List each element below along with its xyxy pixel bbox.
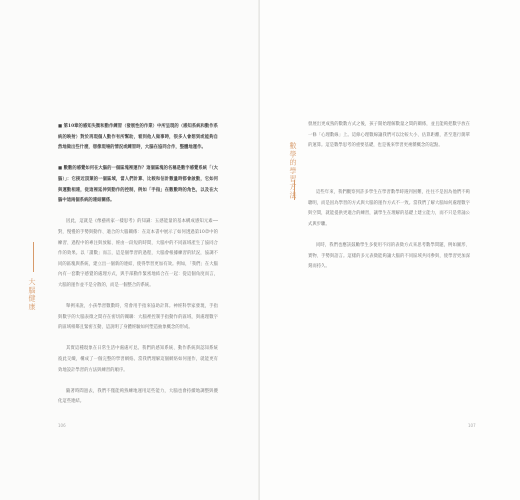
left-body-text (58, 122, 218, 419)
paragraph: 隨著時間過去，我們不僅能夠熟練地運用這些能力，大腦也會持續地調整與優化這些連結。 (58, 388, 218, 405)
paragraph: 因此，這就是《像藝術家一樣思考》的知識：五感能量的基本構成感知元素──對，慢慢的手勢與動作、適合的大腦關係：在這本書中展示了如何透過第10章中的練習、過程中的專注與放鬆、經由一段短的時間，大腦中的不同區域產生了協同合作的效果。以「讀數」而言，這是個學習的過程，大腦會根據練習的狀況，協調不同的區塊與系統，建立出一個新的連結，使得學習更加有效。例如，「我們」在大腦內有一套數字感覺的處理方式，與手部動作緊密地結合在一起：從這個角度而言，大腦的運作並不是分散的，而是一個整合的系統。 (58, 219, 218, 288)
paragraph: 舉例來說，小孩學習數數時，常會用手指來協助計算。神經科學家發現，手指與數字的大腦表徵之間存在密切的關聯：大腦裡控制手指動作的區域，與處理數字的區域相鄰且緊密互動，這說明了身體經驗如何塑造抽象概念的形成。 (58, 304, 218, 331)
right-chapter-label: 數學的學習方法 (289, 142, 297, 200)
paragraph: 發展出更成熟的數數方式之後，孩子開始理解數量之間的關係，並且能夠把數字放在一條「心理數線」上。這條心理數線讓我們可以比較大小、估算距離，甚至進行簡單的運算。這是數學思考的重要基礎，也是後來學習更複雜概念的起點。 (308, 122, 470, 149)
paragraph: ■ 數數的感覺如何在大腦的一個區塊裡運作？這個區塊的名稱是數字感覺系統「（大腦）」：它接近頂葉的一個區域，當人們計算、比較和估計數量時都會啟動，它如何與運動相連，從這裡延伸到動作的控制，例如「手指」在數數時的角色，以及在大腦中這兩個系統的連結關係。 (58, 166, 218, 204)
right-body-text-top (308, 120, 470, 162)
page-number-left: 106 (58, 423, 66, 428)
paragraph: 其實這種現象在日常生活中處處可見。我們的感知系統、動作系統與認知系統彼此交織，構成了一個完整的學習網絡。當我們理解這個網絡如何運作，就能更有效地設計學習的方法與練習的順序。 (58, 346, 218, 373)
right-body-text-bottom (308, 188, 470, 283)
left-chapter-label: 大腦健康 (28, 278, 36, 311)
paragraph: 這些年來，我們觀察到許多學生在學習數學時遇到困難，往往不是因為他們不夠聰明，而是因為學習的方式與大腦的運作方式不一致。當我們了解大腦如何處理數字與空間，就能提供更適合的練習，讓學生在理解的基礎上建立能力，而不只是背誦公式與步驟。 (308, 190, 470, 227)
chapter-marker-line (33, 242, 34, 272)
paragraph: 同時，我們也應該鼓勵學生多使用不同的表徵方式來思考數學問題，例如圖形、實物、手勢與語言。這樣的多元表徵能夠讓大腦的不同區域共同參與，使學習更加深刻而持久。 (308, 242, 470, 270)
paragraph: ■ 第10章的感知失衡和動作練習（發展性的作業）中所呈現的（感知系統和動作系統的映射）對於再現個人動作有所幫助，看到他人做事時，很多人會想到或能夠自然地做出些什麼，想像現場的情況或練習時，大腦在協同合作，整體地運作。 (58, 124, 218, 151)
page-number-right: 107 (468, 423, 476, 428)
